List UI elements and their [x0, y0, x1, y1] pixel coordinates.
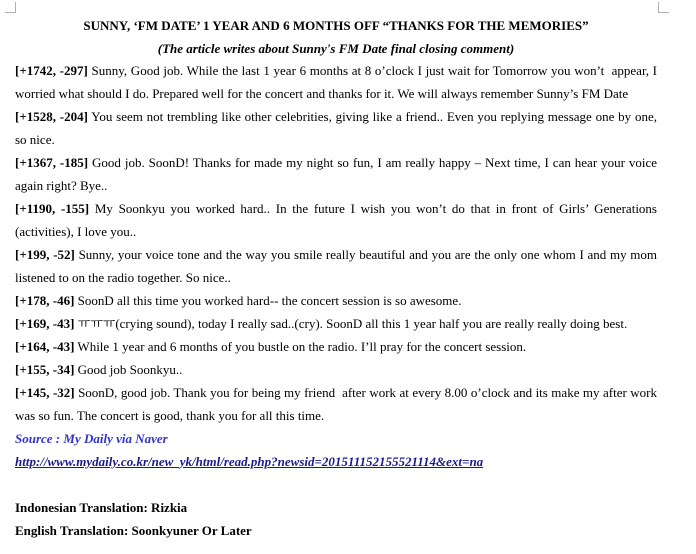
- comment-text: Good job Soonkyu..: [74, 362, 183, 377]
- comment-item: [15, 59, 661, 105]
- comment-text: Sunny, your voice tone and the way you smile really beautiful and you are the only one whom I and my mom listened to on the radio together. So nice..: [15, 247, 661, 285]
- comment-score: [+178, -46]: [15, 293, 75, 308]
- comment-text: You seem not trembling like other celebrities, giving like a friend.. Even you replying message one by one, so nice.: [15, 109, 661, 147]
- comment-item: [15, 312, 657, 335]
- comment-item: [15, 335, 657, 358]
- page-corner-mark-right: [658, 2, 669, 13]
- comment-item: [15, 243, 661, 289]
- comment-item: [15, 105, 661, 151]
- comment-text: Sunny, Good job. While the last 1 year 6 months at 8 o’clock I just wait for Tomorrow you won’t appear, I worried what should I do. Prepared well for the concert and thanks for it. We will always remember Sunny’s FM Date: [15, 63, 661, 101]
- comment-score: [+199, -52]: [15, 247, 75, 262]
- english-translation-credit: English Translation: Soonkyuner Or Later: [15, 523, 252, 538]
- comment-text: SoonD all this time you worked hard-- the concert session is so awesome.: [74, 293, 462, 308]
- comment-item: [15, 151, 661, 197]
- indonesian-translation-credit: Indonesian Translation: Rizkia: [15, 500, 188, 515]
- source-url-link[interactable]: http://www.mydaily.co.kr/new_yk/html/read.php?newsid=201511152155521114&ext=na: [15, 454, 484, 469]
- comment-score: [+164, -43]: [15, 339, 75, 354]
- comment-text: ㅠㅠㅠ(crying sound), today I really sad..(cry). SoonD all this 1 year half you are really really doing best.: [74, 316, 628, 331]
- comment-score: [+1367, -185]: [15, 155, 89, 170]
- page-corner-mark-left: [5, 2, 16, 13]
- comment-score: [+1190, -155]: [15, 201, 90, 216]
- comment-text: SoonD, good job. Thank you for being my friend after work at every 8.00 o’clock and its make my after work was so fun. The concert is good, thank you for all this time.: [15, 385, 661, 423]
- document-page: [15, 16, 661, 542]
- comment-score: [+145, -32]: [15, 385, 75, 400]
- comment-item: [15, 197, 661, 243]
- comment-text: My Soonkyu you worked hard.. In the future I wish you won’t do that in front of Girls’ Generations (activities), I love you..: [15, 201, 661, 239]
- comment-score: [+155, -34]: [15, 362, 75, 377]
- source-line: Source : My Daily via Naver: [15, 431, 168, 446]
- comment-text: While 1 year and 6 months of you bustle on the radio. I’ll pray for the concert session.: [74, 339, 527, 354]
- comment-item: [15, 381, 661, 427]
- comment-score: [+1528, -204]: [15, 109, 88, 124]
- comment-item: [15, 358, 657, 381]
- blank-line: [15, 473, 657, 496]
- comment-score: [+1742, -297]: [15, 63, 88, 78]
- article-title: SUNNY, ‘FM DATE’ 1 YEAR AND 6 MONTHS OFF “THANKS FOR THE MEMORIES”: [83, 18, 589, 33]
- comment-item: [15, 289, 657, 312]
- article-subtitle: (The article writes about Sunny's FM Date final closing comment): [157, 41, 515, 56]
- comment-text: Good job. SoonD! Thanks for made my night so fun, I am really happy – Next time, I can hear your voice again right? Bye..: [15, 155, 661, 193]
- comment-score: [+169, -43]: [15, 316, 75, 331]
- comment-list: [15, 59, 661, 427]
